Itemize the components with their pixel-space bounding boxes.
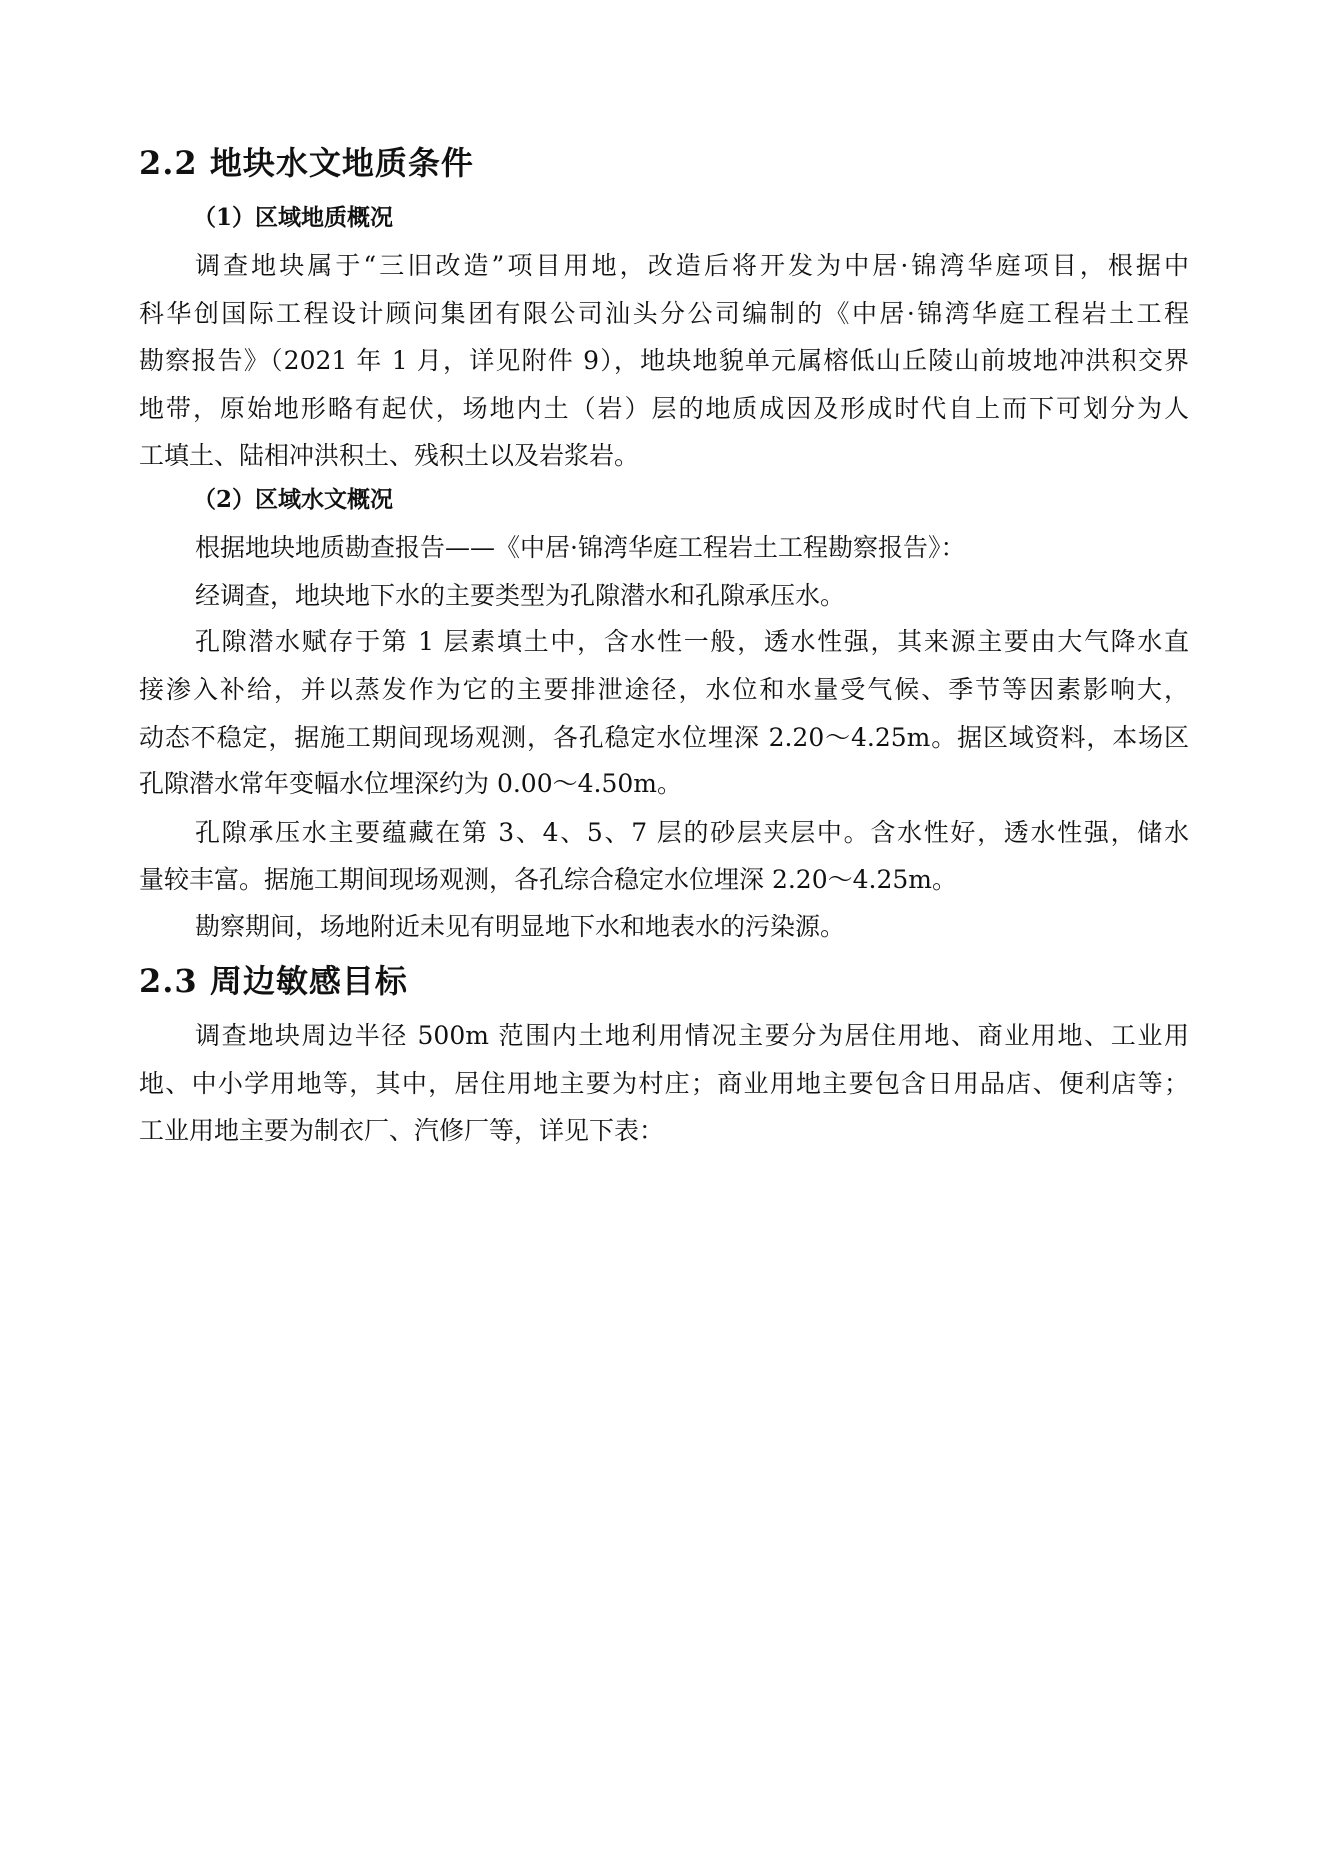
text-line: 孔隙潜水赋存于第 1 层素填土中，含水性一般，透水性强，其来源主要由大气降水直 xyxy=(195,627,1189,656)
text-line: 接渗入补给，并以蒸发作为它的主要排泄途径，水位和水量受气候、季节等因素影响大， xyxy=(139,675,1189,704)
text-line: 工填土、陆相冲洪积土、残积土以及岩浆岩。 xyxy=(139,441,640,470)
text-line: 孔隙承压水主要蕴藏在第 3、4、5、7 层的砂层夹层中。含水性好，透水性强，储水 xyxy=(195,818,1189,847)
text-line: 勘察期间，场地附近未见有明显地下水和地表水的污染源。 xyxy=(195,912,846,941)
text-line: 量较丰富。据施工期间现场观测，各孔综合稳定水位埋深 2.20～4.25m。 xyxy=(139,865,957,894)
text-line: 根据地块地质勘查报告——《中居·锦湾华庭工程岩土工程勘察报告》： xyxy=(195,533,966,562)
text-line: 地带，原始地形略有起伏，场地内土（岩）层的地质成因及形成时代自上而下可划分为人 xyxy=(139,394,1189,423)
text-line: 勘察报告》（2021 年 1 月，详见附件 9），地块地貌单元属榕低山丘陵山前坡地冲洪积交界 xyxy=(139,346,1189,375)
text-line: 经调查，地块地下水的主要类型为孔隙潜水和孔隙承压水。 xyxy=(195,581,846,610)
subheading-regional-hydrology: （2）区域水文概况 xyxy=(193,486,394,513)
text-line: 调查地块周边半径 500m 范围内土地利用情况主要分为居住用地、商业用地、工业用 xyxy=(195,1021,1189,1050)
text-line: 调查地块属于“三旧改造”项目用地，改造后将开发为中居·锦湾华庭项目，根据中 xyxy=(195,251,1189,280)
text-line: 地、中小学用地等，其中，居住用地主要为村庄；商业用地主要包含日用品店、便利店等； xyxy=(139,1069,1189,1098)
section-heading-2-2: 2.2 地块水文地质条件 xyxy=(139,144,474,182)
text-line: 工业用地主要为制衣厂、汽修厂等，详见下表： xyxy=(139,1116,665,1145)
text-line: 科华创国际工程设计顾问集团有限公司汕头分公司编制的《中居·锦湾华庭工程岩土工程 xyxy=(139,299,1189,328)
subheading-regional-geology: （1）区域地质概况 xyxy=(193,204,394,231)
section-heading-2-3: 2.3 周边敏感目标 xyxy=(139,962,408,1000)
text-line: 动态不稳定，据施工期间现场观测，各孔稳定水位埋深 2.20～4.25m。据区域资料，本场区 xyxy=(139,723,1189,752)
text-line: 孔隙潜水常年变幅水位埋深约为 0.00～4.50m。 xyxy=(139,769,682,798)
